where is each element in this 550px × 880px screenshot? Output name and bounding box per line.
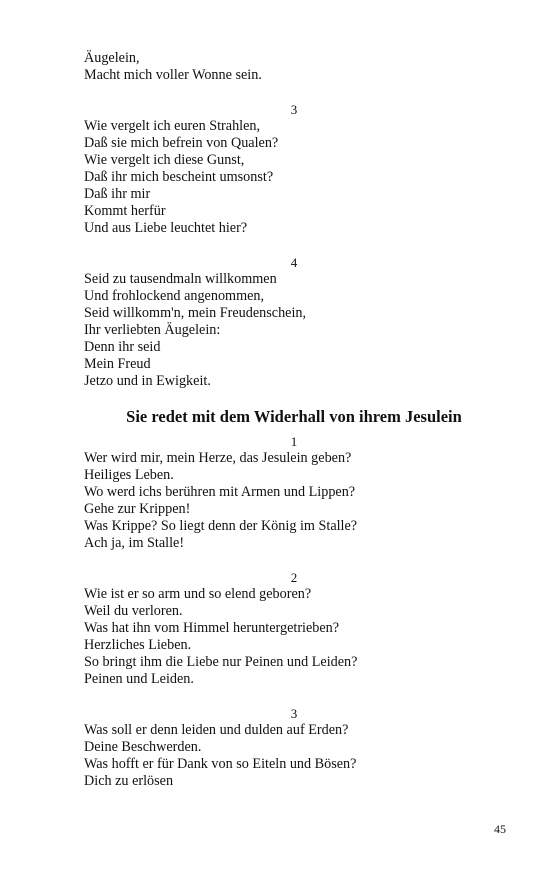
verse-line: Peinen und Leiden. <box>84 671 194 687</box>
verse-line: Jetzo und in Ewigkeit. <box>84 373 211 389</box>
stanza-3 <box>84 101 514 237</box>
verse-line: Wer wird mir, mein Herze, das Jesulein geben? <box>84 450 352 466</box>
verse-line: Deine Beschwerden. <box>84 739 202 755</box>
verse-line: Mein Freud <box>84 356 151 372</box>
verse-line: Seid zu tausendmaln willkommen <box>84 271 277 287</box>
verse-line: Und frohlockend angenommen, <box>84 288 265 304</box>
verse-line: Daß ihr mich bescheint umsonst? <box>84 169 274 185</box>
verse-line: Wo werd ichs berühren mit Armen und Lippen? <box>84 484 356 500</box>
verse-line: Wie ist er so arm und so elend geboren? <box>84 586 312 602</box>
echo-stanza-3 <box>84 705 514 790</box>
intro-stanza <box>84 50 514 84</box>
verse-line: Und aus Liebe leuchtet hier? <box>84 220 248 236</box>
verse-line: Dich zu erlösen <box>84 773 174 789</box>
echo-stanza-2 <box>84 569 514 688</box>
verse-line: Wie vergelt ich euren Strahlen, <box>84 118 261 134</box>
verse-line: Seid willkomm'n, mein Freudenschein, <box>84 305 307 321</box>
verse-line: Macht mich voller Wonne sein. <box>84 67 262 83</box>
verse-line: Heiliges Leben. <box>84 467 174 483</box>
page-number: 45 <box>494 822 506 836</box>
verse-line: Äugelein, <box>84 50 140 66</box>
poem-page <box>84 50 514 807</box>
verse-line: Herzliches Lieben. <box>84 637 192 653</box>
echo-stanza-1 <box>84 433 514 552</box>
verse-line: Gehe zur Krippen! <box>84 501 191 517</box>
verse-line: Denn ihr seid <box>84 339 161 355</box>
verse-line: So bringt ihm die Liebe nur Peinen und Leiden? <box>84 654 358 670</box>
stanza-number: 2 <box>290 570 298 585</box>
verse-line: Ihr verliebten Äugelein: <box>84 322 221 338</box>
verse-line: Was hofft er für Dank von so Eiteln und Bösen? <box>84 756 357 772</box>
verse-line: Kommt herfür <box>84 203 166 219</box>
verse-line: Ach ja, im Stalle! <box>84 535 185 551</box>
verse-line: Weil du verloren. <box>84 603 183 619</box>
verse-line: Daß sie mich befrein von Qualen? <box>84 135 279 151</box>
stanza-number: 3 <box>290 102 298 117</box>
verse-line: Daß ihr mir <box>84 186 151 202</box>
verse-line: Wie vergelt ich diese Gunst, <box>84 152 245 168</box>
stanza-4 <box>84 254 514 390</box>
verse-line: Was hat ihn vom Himmel heruntergetrieben? <box>84 620 340 636</box>
stanza-number: 4 <box>290 255 298 270</box>
verse-line: Was soll er denn leiden und dulden auf Erden? <box>84 722 349 738</box>
poem-title: Sie redet mit dem Widerhall von ihrem Jesulein <box>126 407 462 426</box>
stanza-number: 1 <box>290 434 298 449</box>
verse-line: Was Krippe? So liegt denn der König im Stalle? <box>84 518 358 534</box>
stanza-number: 3 <box>290 706 298 721</box>
